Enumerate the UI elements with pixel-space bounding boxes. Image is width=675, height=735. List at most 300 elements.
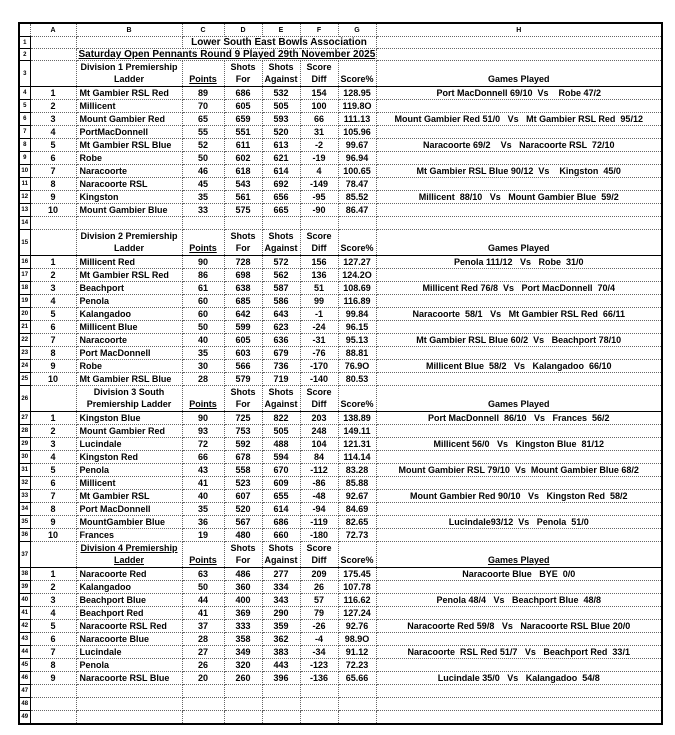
shots-for-cell[interactable]: 333 <box>224 620 262 633</box>
game-played-cell[interactable]: Millicent 56/0 Vs Kingston Blue 81/12 <box>376 438 662 451</box>
row-number[interactable]: 38 <box>19 568 30 581</box>
points-cell[interactable]: 43 <box>182 464 224 477</box>
position-cell[interactable]: 9 <box>30 191 76 204</box>
score-diff-cell[interactable]: 31 <box>300 126 338 139</box>
empty-cell[interactable] <box>338 217 376 230</box>
points-cell[interactable]: 66 <box>182 451 224 464</box>
game-played-cell[interactable] <box>376 373 662 386</box>
row-number[interactable]: 33 <box>19 490 30 503</box>
position-cell[interactable]: 7 <box>30 490 76 503</box>
score-diff-header[interactable] <box>300 386 338 412</box>
position-cell[interactable]: 3 <box>30 594 76 607</box>
empty-cell[interactable] <box>338 698 376 711</box>
shots-against-cell[interactable]: 562 <box>262 269 300 282</box>
empty-cell[interactable] <box>30 542 76 568</box>
position-cell[interactable]: 3 <box>30 113 76 126</box>
points-cell[interactable]: 72 <box>182 438 224 451</box>
empty-cell[interactable] <box>76 217 182 230</box>
row-number[interactable]: 14 <box>19 217 30 230</box>
shots-against-cell[interactable]: 505 <box>262 425 300 438</box>
team-name-cell[interactable]: Port MacDonnell <box>76 503 182 516</box>
score-pct-cell[interactable]: 124.2O <box>338 269 376 282</box>
row-number[interactable]: 37 <box>19 542 30 568</box>
game-played-cell[interactable] <box>376 295 662 308</box>
row-number[interactable]: 20 <box>19 308 30 321</box>
score-diff-cell[interactable]: 99 <box>300 295 338 308</box>
row-number[interactable]: 10 <box>19 165 30 178</box>
empty-cell[interactable] <box>262 711 300 724</box>
empty-cell[interactable] <box>338 685 376 698</box>
team-name-cell[interactable]: Mount Gambier Red <box>76 113 182 126</box>
row-number[interactable]: 36 <box>19 529 30 542</box>
position-cell[interactable]: 4 <box>30 295 76 308</box>
position-cell[interactable]: 6 <box>30 321 76 334</box>
score-pct-cell[interactable]: 72.73 <box>338 529 376 542</box>
position-cell[interactable]: 4 <box>30 451 76 464</box>
row-number[interactable]: 22 <box>19 334 30 347</box>
game-played-cell[interactable]: Millicent 88/10 Vs Mount Gambier Blue 59/2 <box>376 191 662 204</box>
position-cell[interactable]: 2 <box>30 269 76 282</box>
score-diff-cell[interactable]: 57 <box>300 594 338 607</box>
row-number[interactable]: 7 <box>19 126 30 139</box>
score-pct-cell[interactable]: 82.65 <box>338 516 376 529</box>
position-cell[interactable]: 9 <box>30 516 76 529</box>
empty-cell[interactable] <box>338 711 376 724</box>
score-pct-cell[interactable]: 85.52 <box>338 191 376 204</box>
score-diff-cell[interactable]: 26 <box>300 581 338 594</box>
score-pct-cell[interactable]: 116.62 <box>338 594 376 607</box>
row-number[interactable]: 2 <box>19 49 30 61</box>
shots-for-cell[interactable]: 602 <box>224 152 262 165</box>
team-name-cell[interactable]: Mt Gambier RSL Red <box>76 87 182 100</box>
row-number[interactable]: 8 <box>19 139 30 152</box>
empty-cell[interactable] <box>376 37 662 49</box>
games-played-header[interactable]: Games Played <box>376 61 662 87</box>
shots-for-cell[interactable]: 320 <box>224 659 262 672</box>
score-diff-cell[interactable]: -112 <box>300 464 338 477</box>
score-diff-cell[interactable]: 203 <box>300 412 338 425</box>
team-name-cell[interactable]: Frances <box>76 529 182 542</box>
score-pct-cell[interactable]: 128.95 <box>338 87 376 100</box>
column-letter-A[interactable]: A <box>30 23 76 37</box>
shots-for-cell[interactable]: 592 <box>224 438 262 451</box>
game-played-cell[interactable] <box>376 581 662 594</box>
empty-cell[interactable] <box>376 698 662 711</box>
points-cell[interactable]: 35 <box>182 347 224 360</box>
shots-against-cell[interactable]: 396 <box>262 672 300 685</box>
points-cell[interactable]: 35 <box>182 191 224 204</box>
score-pct-cell[interactable]: 92.76 <box>338 620 376 633</box>
games-played-header[interactable]: Games Played <box>376 542 662 568</box>
row-number[interactable]: 9 <box>19 152 30 165</box>
row-number[interactable]: 27 <box>19 412 30 425</box>
points-cell[interactable]: 55 <box>182 126 224 139</box>
row-number[interactable]: 47 <box>19 685 30 698</box>
shots-against-cell[interactable]: 277 <box>262 568 300 581</box>
division-title[interactable] <box>76 386 182 412</box>
row-number[interactable]: 48 <box>19 698 30 711</box>
shots-for-cell[interactable]: 567 <box>224 516 262 529</box>
game-played-cell[interactable]: Mt Gambier RSL Blue 90/12 Vs Kingston 45/0 <box>376 165 662 178</box>
team-name-cell[interactable]: Beachport Blue <box>76 594 182 607</box>
position-cell[interactable]: 9 <box>30 672 76 685</box>
team-name-cell[interactable]: Naracoorte Blue <box>76 633 182 646</box>
score-pct-cell[interactable]: 98.9O <box>338 633 376 646</box>
shots-for-cell[interactable]: 480 <box>224 529 262 542</box>
empty-cell[interactable] <box>224 711 262 724</box>
shots-for-cell[interactable]: 520 <box>224 503 262 516</box>
row-number[interactable]: 6 <box>19 113 30 126</box>
points-cell[interactable]: 90 <box>182 412 224 425</box>
column-letter-E[interactable]: E <box>262 23 300 37</box>
team-name-cell[interactable]: Naracoorte RSL <box>76 178 182 191</box>
row-number[interactable]: 1 <box>19 37 30 49</box>
score-diff-cell[interactable]: -1 <box>300 308 338 321</box>
shots-against-cell[interactable]: 362 <box>262 633 300 646</box>
shots-for-cell[interactable]: 566 <box>224 360 262 373</box>
score-diff-cell[interactable]: 154 <box>300 87 338 100</box>
score-diff-cell[interactable]: -95 <box>300 191 338 204</box>
empty-cell[interactable] <box>30 37 76 49</box>
points-cell[interactable]: 70 <box>182 100 224 113</box>
points-cell[interactable]: 65 <box>182 113 224 126</box>
game-played-cell[interactable] <box>376 100 662 113</box>
shots-for-cell[interactable]: 599 <box>224 321 262 334</box>
points-cell[interactable]: 27 <box>182 646 224 659</box>
empty-cell[interactable] <box>30 711 76 724</box>
team-name-cell[interactable]: Millicent Red <box>76 256 182 269</box>
team-name-cell[interactable]: Mt Gambier RSL Blue <box>76 373 182 386</box>
position-cell[interactable]: 7 <box>30 165 76 178</box>
score-diff-cell[interactable]: -2 <box>300 139 338 152</box>
game-played-cell[interactable]: Penola 111/12 Vs Robe 31/0 <box>376 256 662 269</box>
position-cell[interactable]: 2 <box>30 581 76 594</box>
position-cell[interactable]: 6 <box>30 633 76 646</box>
score-diff-cell[interactable]: -149 <box>300 178 338 191</box>
shots-against-header[interactable] <box>262 61 300 87</box>
shots-against-cell[interactable]: 594 <box>262 451 300 464</box>
position-cell[interactable]: 10 <box>30 204 76 217</box>
score-pct-cell[interactable]: 65.66 <box>338 672 376 685</box>
shots-for-header[interactable] <box>224 61 262 87</box>
shots-for-cell[interactable]: 358 <box>224 633 262 646</box>
points-cell[interactable]: 45 <box>182 178 224 191</box>
team-name-cell[interactable]: Kalangadoo <box>76 308 182 321</box>
position-cell[interactable]: 1 <box>30 87 76 100</box>
score-pct-cell[interactable]: 96.94 <box>338 152 376 165</box>
row-number[interactable]: 16 <box>19 256 30 269</box>
shots-against-cell[interactable]: 290 <box>262 607 300 620</box>
row-number[interactable]: 11 <box>19 178 30 191</box>
shots-against-cell[interactable]: 636 <box>262 334 300 347</box>
score-pct-header[interactable]: Score% <box>338 230 376 256</box>
team-name-cell[interactable]: Kingston <box>76 191 182 204</box>
score-diff-cell[interactable]: -76 <box>300 347 338 360</box>
shots-for-cell[interactable]: 686 <box>224 87 262 100</box>
points-cell[interactable]: 89 <box>182 87 224 100</box>
row-number[interactable]: 23 <box>19 347 30 360</box>
position-cell[interactable]: 8 <box>30 178 76 191</box>
score-diff-cell[interactable]: -31 <box>300 334 338 347</box>
score-pct-cell[interactable]: 96.15 <box>338 321 376 334</box>
team-name-cell[interactable]: Mt Gambier RSL <box>76 490 182 503</box>
shots-for-cell[interactable]: 558 <box>224 464 262 477</box>
position-cell[interactable]: 9 <box>30 360 76 373</box>
empty-cell[interactable] <box>30 61 76 87</box>
points-cell[interactable]: 90 <box>182 256 224 269</box>
score-diff-cell[interactable]: -48 <box>300 490 338 503</box>
shots-against-header[interactable] <box>262 230 300 256</box>
row-number[interactable]: 25 <box>19 373 30 386</box>
page-title[interactable]: Lower South East Bowls Association <box>182 37 376 49</box>
score-diff-cell[interactable]: -119 <box>300 516 338 529</box>
game-played-cell[interactable] <box>376 178 662 191</box>
column-letter-G[interactable]: G <box>338 23 376 37</box>
column-letter-H[interactable]: H <box>376 23 662 37</box>
empty-cell[interactable] <box>300 711 338 724</box>
position-cell[interactable]: 10 <box>30 529 76 542</box>
points-cell[interactable]: 20 <box>182 672 224 685</box>
score-diff-header[interactable] <box>300 230 338 256</box>
shots-against-cell[interactable]: 359 <box>262 620 300 633</box>
shots-against-cell[interactable]: 532 <box>262 87 300 100</box>
score-diff-cell[interactable]: -94 <box>300 503 338 516</box>
row-number[interactable]: 46 <box>19 672 30 685</box>
row-number[interactable]: 35 <box>19 516 30 529</box>
games-played-header[interactable]: Games Played <box>376 230 662 256</box>
shots-for-cell[interactable]: 369 <box>224 607 262 620</box>
score-diff-cell[interactable]: -34 <box>300 646 338 659</box>
points-cell[interactable]: 60 <box>182 308 224 321</box>
shots-against-cell[interactable]: 593 <box>262 113 300 126</box>
shots-against-cell[interactable]: 719 <box>262 373 300 386</box>
shots-for-cell[interactable]: 611 <box>224 139 262 152</box>
points-cell[interactable]: 26 <box>182 659 224 672</box>
score-pct-cell[interactable]: 175.45 <box>338 568 376 581</box>
shots-against-cell[interactable]: 613 <box>262 139 300 152</box>
game-played-cell[interactable]: Mount Gambier RSL 79/10 Vs Mount Gambier Blue 68/2 <box>376 464 662 477</box>
score-pct-header[interactable]: Score% <box>338 61 376 87</box>
division-title[interactable] <box>76 230 182 256</box>
empty-cell[interactable] <box>30 386 76 412</box>
empty-cell[interactable] <box>376 685 662 698</box>
row-number[interactable]: 26 <box>19 386 30 412</box>
points-cell[interactable]: 36 <box>182 516 224 529</box>
empty-cell[interactable] <box>376 711 662 724</box>
score-diff-cell[interactable]: -86 <box>300 477 338 490</box>
empty-cell[interactable] <box>224 685 262 698</box>
shots-for-cell[interactable]: 260 <box>224 672 262 685</box>
points-cell[interactable]: 37 <box>182 620 224 633</box>
row-number[interactable]: 5 <box>19 100 30 113</box>
shots-against-cell[interactable]: 736 <box>262 360 300 373</box>
empty-cell[interactable] <box>300 685 338 698</box>
row-number[interactable]: 21 <box>19 321 30 334</box>
game-played-cell[interactable] <box>376 607 662 620</box>
score-pct-cell[interactable]: 72.23 <box>338 659 376 672</box>
game-played-cell[interactable] <box>376 451 662 464</box>
shots-for-cell[interactable]: 400 <box>224 594 262 607</box>
score-pct-cell[interactable]: 99.67 <box>338 139 376 152</box>
empty-cell[interactable] <box>300 217 338 230</box>
score-diff-header[interactable] <box>300 542 338 568</box>
game-played-cell[interactable]: Naracoorte Red 59/8 Vs Naracoorte RSL Blue 20/0 <box>376 620 662 633</box>
shots-for-cell[interactable]: 659 <box>224 113 262 126</box>
position-cell[interactable]: 2 <box>30 100 76 113</box>
score-pct-cell[interactable]: 91.12 <box>338 646 376 659</box>
points-cell[interactable]: 19 <box>182 529 224 542</box>
position-cell[interactable]: 3 <box>30 438 76 451</box>
position-cell[interactable]: 1 <box>30 568 76 581</box>
shots-against-cell[interactable]: 623 <box>262 321 300 334</box>
shots-against-cell[interactable]: 670 <box>262 464 300 477</box>
position-cell[interactable]: 10 <box>30 373 76 386</box>
team-name-cell[interactable]: Naracoorte RSL Blue <box>76 672 182 685</box>
position-cell[interactable]: 7 <box>30 334 76 347</box>
score-diff-cell[interactable]: -123 <box>300 659 338 672</box>
score-pct-cell[interactable]: 86.47 <box>338 204 376 217</box>
shots-for-cell[interactable]: 603 <box>224 347 262 360</box>
shots-for-cell[interactable]: 523 <box>224 477 262 490</box>
empty-cell[interactable] <box>182 217 224 230</box>
position-cell[interactable]: 6 <box>30 477 76 490</box>
points-cell[interactable]: 41 <box>182 607 224 620</box>
shots-for-cell[interactable]: 698 <box>224 269 262 282</box>
points-cell[interactable]: 50 <box>182 152 224 165</box>
game-played-cell[interactable]: Penola 48/4 Vs Beachport Blue 48/8 <box>376 594 662 607</box>
position-cell[interactable]: 1 <box>30 256 76 269</box>
score-diff-cell[interactable]: 248 <box>300 425 338 438</box>
score-pct-cell[interactable]: 99.84 <box>338 308 376 321</box>
game-played-cell[interactable]: Naracoorte Blue BYE 0/0 <box>376 568 662 581</box>
empty-cell[interactable] <box>182 698 224 711</box>
row-number[interactable]: 28 <box>19 425 30 438</box>
row-number[interactable]: 45 <box>19 659 30 672</box>
row-number[interactable]: 34 <box>19 503 30 516</box>
score-pct-cell[interactable]: 138.89 <box>338 412 376 425</box>
points-cell[interactable]: 50 <box>182 321 224 334</box>
points-cell[interactable]: 61 <box>182 282 224 295</box>
score-diff-cell[interactable]: -4 <box>300 633 338 646</box>
shots-against-cell[interactable]: 572 <box>262 256 300 269</box>
score-diff-cell[interactable]: 66 <box>300 113 338 126</box>
position-cell[interactable]: 2 <box>30 425 76 438</box>
shots-against-header[interactable] <box>262 386 300 412</box>
empty-cell[interactable] <box>76 711 182 724</box>
score-diff-cell[interactable]: -170 <box>300 360 338 373</box>
shots-for-cell[interactable]: 486 <box>224 568 262 581</box>
team-name-cell[interactable]: Millicent Blue <box>76 321 182 334</box>
row-number[interactable]: 17 <box>19 269 30 282</box>
shots-for-cell[interactable]: 360 <box>224 581 262 594</box>
row-number[interactable]: 40 <box>19 594 30 607</box>
score-pct-cell[interactable]: 92.67 <box>338 490 376 503</box>
shots-for-header[interactable] <box>224 542 262 568</box>
team-name-cell[interactable]: Mt Gambier RSL Blue <box>76 139 182 152</box>
points-cell[interactable]: 28 <box>182 633 224 646</box>
score-pct-cell[interactable]: 108.69 <box>338 282 376 295</box>
score-diff-cell[interactable]: -180 <box>300 529 338 542</box>
shots-against-cell[interactable]: 679 <box>262 347 300 360</box>
empty-cell[interactable] <box>30 685 76 698</box>
score-pct-cell[interactable]: 78.47 <box>338 178 376 191</box>
score-pct-cell[interactable]: 119.8O <box>338 100 376 113</box>
round-subtitle[interactable]: Saturday Open Pennants Round 9 Played 29th November 2025 <box>76 49 376 61</box>
division-title[interactable] <box>76 61 182 87</box>
score-diff-cell[interactable]: 156 <box>300 256 338 269</box>
empty-cell[interactable] <box>376 217 662 230</box>
empty-cell[interactable] <box>376 49 662 61</box>
game-played-cell[interactable]: Mount Gambier Red 51/0 Vs Mt Gambier RSL Red 95/12 <box>376 113 662 126</box>
team-name-cell[interactable]: Kalangadoo <box>76 581 182 594</box>
team-name-cell[interactable]: Mount Gambier Red <box>76 425 182 438</box>
team-name-cell[interactable]: Naracoorte Red <box>76 568 182 581</box>
position-cell[interactable]: 5 <box>30 620 76 633</box>
empty-cell[interactable] <box>30 698 76 711</box>
shots-against-cell[interactable]: 488 <box>262 438 300 451</box>
team-name-cell[interactable]: Kingston Red <box>76 451 182 464</box>
empty-cell[interactable] <box>30 217 76 230</box>
column-letter-B[interactable]: B <box>76 23 182 37</box>
score-pct-cell[interactable]: 80.53 <box>338 373 376 386</box>
empty-cell[interactable] <box>76 37 182 49</box>
team-name-cell[interactable]: Naracoorte <box>76 165 182 178</box>
position-cell[interactable]: 8 <box>30 347 76 360</box>
row-number[interactable]: 4 <box>19 87 30 100</box>
team-name-cell[interactable]: Beachport Red <box>76 607 182 620</box>
points-cell[interactable]: 40 <box>182 490 224 503</box>
shots-against-cell[interactable]: 692 <box>262 178 300 191</box>
points-cell[interactable]: 44 <box>182 594 224 607</box>
shots-against-cell[interactable]: 383 <box>262 646 300 659</box>
score-diff-cell[interactable]: 51 <box>300 282 338 295</box>
shots-against-cell[interactable]: 334 <box>262 581 300 594</box>
score-pct-cell[interactable]: 121.31 <box>338 438 376 451</box>
team-name-cell[interactable]: Robe <box>76 152 182 165</box>
shots-against-cell[interactable]: 586 <box>262 295 300 308</box>
points-cell[interactable]: 86 <box>182 269 224 282</box>
score-pct-cell[interactable]: 127.27 <box>338 256 376 269</box>
position-cell[interactable]: 3 <box>30 282 76 295</box>
row-number[interactable]: 41 <box>19 607 30 620</box>
empty-cell[interactable] <box>262 698 300 711</box>
shots-against-cell[interactable]: 822 <box>262 412 300 425</box>
score-diff-cell[interactable]: 100 <box>300 100 338 113</box>
score-pct-cell[interactable]: 105.96 <box>338 126 376 139</box>
points-cell[interactable]: 28 <box>182 373 224 386</box>
game-played-cell[interactable] <box>376 529 662 542</box>
team-name-cell[interactable]: Robe <box>76 360 182 373</box>
select-all-corner[interactable] <box>19 23 30 37</box>
shots-against-cell[interactable]: 343 <box>262 594 300 607</box>
score-diff-cell[interactable]: -90 <box>300 204 338 217</box>
row-number[interactable]: 29 <box>19 438 30 451</box>
score-pct-header[interactable]: Score% <box>338 542 376 568</box>
team-name-cell[interactable]: Naracoorte <box>76 334 182 347</box>
row-number[interactable]: 13 <box>19 204 30 217</box>
shots-against-cell[interactable]: 655 <box>262 490 300 503</box>
shots-against-cell[interactable]: 660 <box>262 529 300 542</box>
shots-against-cell[interactable]: 587 <box>262 282 300 295</box>
row-number[interactable]: 44 <box>19 646 30 659</box>
shots-for-header[interactable] <box>224 230 262 256</box>
score-pct-cell[interactable]: 111.13 <box>338 113 376 126</box>
empty-cell[interactable] <box>30 49 76 61</box>
shots-against-cell[interactable]: 609 <box>262 477 300 490</box>
score-diff-cell[interactable]: 136 <box>300 269 338 282</box>
game-played-cell[interactable] <box>376 321 662 334</box>
score-pct-cell[interactable]: 149.11 <box>338 425 376 438</box>
